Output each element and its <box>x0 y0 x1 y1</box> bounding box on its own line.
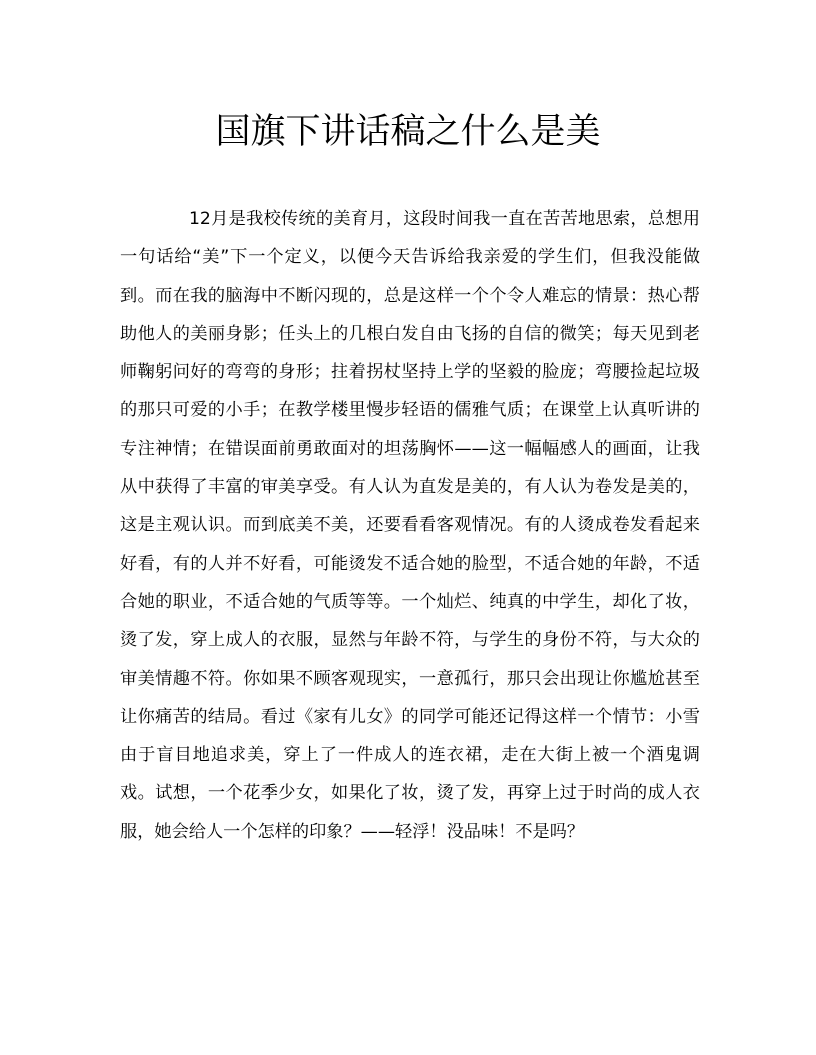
body-paragraph: 12月是我校传统的美育月，这段时间我一直在苦苦地思索，总想用一句话给“美”下一个定义，以便今天告诉给我亲爱的学生们，但我没能做到。而在我的脑海中不断闪现的，总是这样一个个令人难忘的情景：热心帮助他人的美丽身影；任头上的几根白发自由飞扬的自信的微笑；每天见到老师鞠躬问好的弯弯的身形；拄着拐杖坚持上学的坚毅的脸庞；弯腰捡起垃圾的那只可爱的小手；在教学楼里慢步轻语的儒雅气质；在课堂上认真听讲的专注神情；在错误面前勇敢面对的坦荡胸怀——这一幅幅感人的画面，让我从中获得了丰富的审美享受。有人认为直发是美的，有人认为卷发是美的，这是主观认识。而到底美不美，还要看看客观情况。有的人烫成卷发看起来好看，有的人并不好看，可能烫发不适合她的脸型，不适合她的年龄，不适合她的职业，不适合她的气质等等。一个灿烂、纯真的中学生，却化了妆，烫了发，穿上成人的衣服，显然与年龄不符，与学生的身份不符，与大众的审美情趣不符。你如果不顾客观现实，一意孤行，那只会出现让你尴尬甚至让你痛苦的结局。看过《家有儿女》的同学可能还记得这样一个情节：小雪由于盲目地追求美，穿上了一件成人的连衣裙，走在大街上被一个酒鬼调戏。试想，一个花季少女，如果化了妆，烫了发，再穿上过于时尚的成人衣服，她会给人一个怎样的印象？——轻浮！没品味！不是吗？ <box>120 209 700 842</box>
document-title: 国旗下讲话稿之什么是美 <box>215 112 601 152</box>
